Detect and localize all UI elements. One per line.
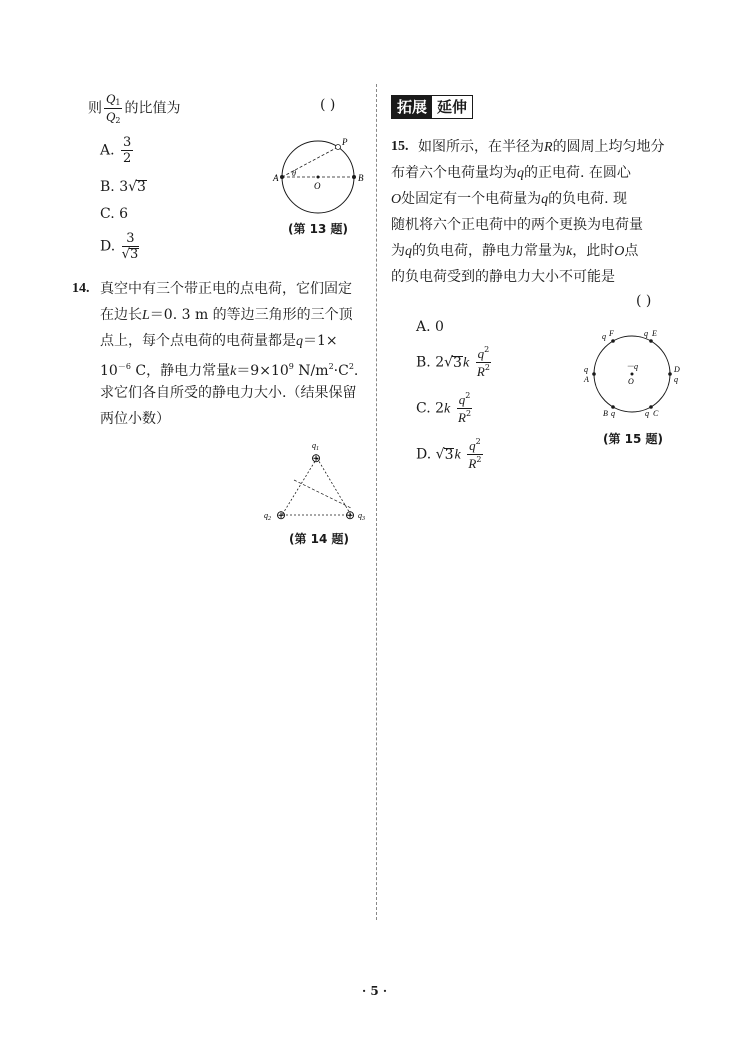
q14-number: 14. — [72, 281, 90, 296]
q13-option-d: D. $\frac{3}{√3}$ — [100, 231, 139, 262]
fig15-q-c: q — [645, 409, 649, 418]
fig15-charge-f — [611, 339, 615, 343]
q13-option-c: C. 6 — [100, 206, 129, 222]
fig13-charge-a — [280, 175, 284, 179]
q15-option-d: D. √3k $\frac{q^2}{R^2}$ — [416, 437, 482, 471]
fig15-charge-e — [649, 339, 653, 343]
fig14-charge-q3: ⊕ — [345, 508, 356, 522]
q15-line-5: 为q的负电荷，静电力常量为k，此时O点 — [391, 243, 639, 259]
fig15-charge-d — [668, 372, 672, 376]
q15-line-2: 布着六个电荷量均为q的正电荷. 在圆心 — [391, 165, 631, 181]
q14-line-2: 在边长L＝0. 3 m 的等边三角形的三个顶 — [100, 307, 353, 323]
fig15-center-o — [631, 373, 634, 376]
q13-answer-paren: ( ) — [320, 97, 336, 113]
fig14-label-q1: $q_1$ — [312, 441, 319, 452]
fig15-q-e: q — [644, 329, 648, 338]
q15-answer-paren: ( ) — [636, 293, 652, 309]
fig14-label-q2: $q_2$ — [264, 511, 271, 522]
section-badge — [391, 95, 473, 119]
fig13-chord-ap — [282, 147, 338, 177]
q15-option-c: C. 2k $\frac{q^2}{R^2}$ — [416, 391, 472, 425]
q13-question-tail: 则 $\frac{Q_1}{Q_2}$ 的比值为 — [88, 91, 181, 125]
fig14-charge-q1: ⊕ — [311, 451, 322, 465]
q14-line-1: 真空中有三个带正电的点电荷，它们固定 — [100, 281, 352, 297]
fig15-label-b: B — [603, 409, 608, 418]
column-divider — [376, 84, 377, 920]
fig13-charge-b — [352, 175, 356, 179]
q15-line-1: 如图所示，在半径为R的圆周上均匀地分 — [418, 139, 665, 155]
page-number: · 5 · — [362, 984, 388, 998]
q15-number: 15. — [391, 139, 409, 154]
fig15-label-neg-q: －q — [626, 362, 638, 371]
fig15-label-c: C — [653, 409, 659, 418]
figure-13-caption: (第 13 题) — [288, 222, 349, 236]
fig14-guide-line — [294, 480, 351, 508]
q13-option-b: B. 3√3 — [100, 179, 146, 195]
q14-line-3: 点上，每个点电荷的电荷量都是q＝1× — [100, 333, 338, 349]
figure-15-diagram — [578, 324, 688, 424]
figure-13-diagram — [270, 133, 370, 215]
q15-line-6: 的负电荷受到的静电力大小不可能是 — [391, 269, 615, 285]
q15-option-b: B. 2√3k $\frac{q^2}{R^2}$ — [416, 345, 490, 379]
fig13-label-o: O — [314, 181, 321, 191]
figure-14-diagram — [262, 438, 372, 528]
q14-line-4: $10^{-6}$ C，静电力常量$k=9\times 10^9$ $N/m^2\cdot C^2$. — [100, 362, 359, 379]
fig14-label-q3: $q_3$ — [358, 511, 365, 522]
fig15-q-f: q — [602, 332, 606, 341]
fig15-q-d: q — [674, 375, 678, 384]
fig13-label-a: A — [273, 173, 279, 183]
fig15-q-b: q — [611, 409, 615, 418]
fig13-label-p: P — [342, 137, 348, 147]
fig15-label-o: O — [628, 377, 634, 386]
fig15-charge-a — [592, 372, 596, 376]
fig15-label-e: E — [652, 329, 657, 338]
figure-14-caption: (第 14 题) — [289, 532, 350, 546]
fig14-side-left — [282, 458, 317, 515]
figure-15-caption: (第 15 题) — [603, 432, 664, 446]
q13-option-a: A. $\frac{3}{2}$ — [100, 135, 132, 166]
badge-part-1: 拓展 — [392, 96, 432, 118]
fig13-charge-p — [336, 145, 341, 150]
fig15-q-a: q — [584, 365, 588, 374]
fig14-charge-q2: ⊕ — [276, 508, 287, 522]
fig13-label-theta: θ — [292, 169, 296, 178]
q15-line-4: 随机将六个正电荷中的两个更换为电荷量 — [391, 217, 643, 233]
fig14-side-right — [317, 458, 351, 515]
fig13-label-b: B — [358, 173, 364, 183]
badge-part-2: 延伸 — [432, 96, 472, 118]
fig13-center-o — [317, 176, 320, 179]
fig15-label-a: A — [584, 375, 589, 384]
q15-line-3: O处固定有一个电荷量为q的负电荷. 现 — [391, 191, 628, 207]
q15-option-a: A. 0 — [416, 319, 444, 335]
q14-line-6: 两位小数） — [100, 411, 170, 427]
fig15-label-d: D — [674, 365, 680, 374]
q14-line-5: 求它们各自所受的静电力大小.（结果保留 — [100, 385, 357, 401]
ratio-fraction: $\frac{Q_1}{Q_2}$ — [106, 91, 121, 125]
fig15-label-f: F — [609, 329, 614, 338]
